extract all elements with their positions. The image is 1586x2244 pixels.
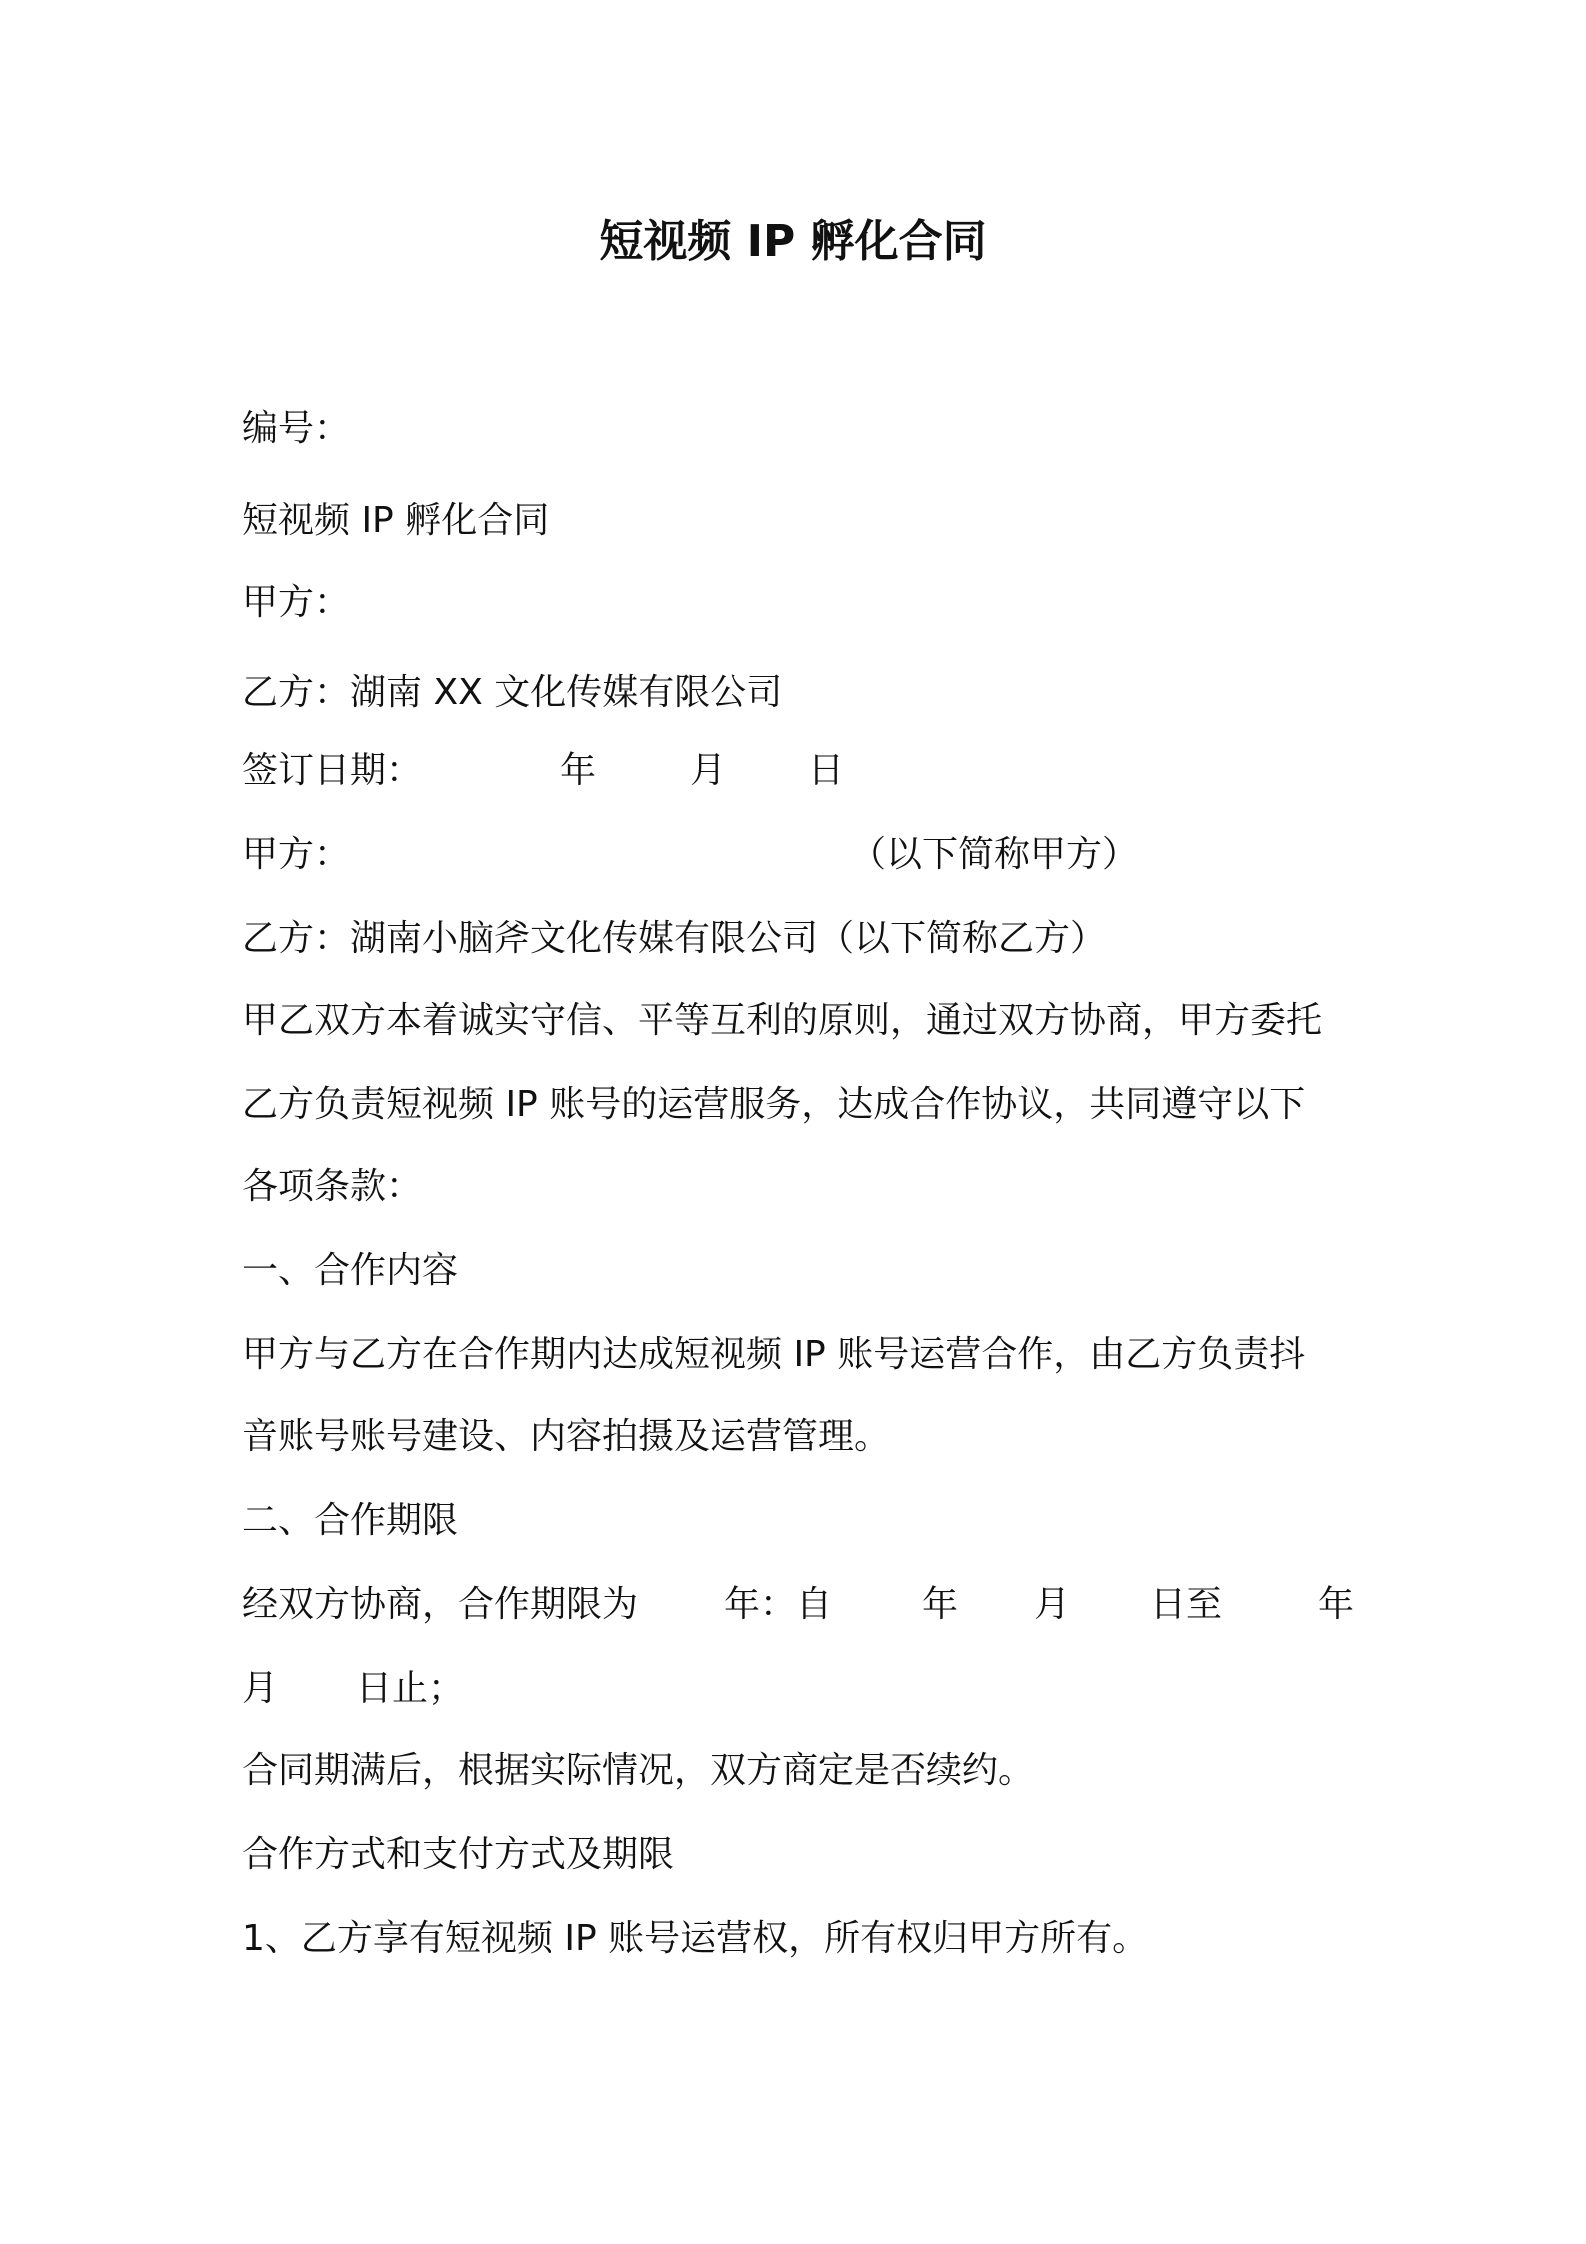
sign-date-month: 月 — [690, 750, 727, 791]
document-title: 短视频 IP 孵化合同 — [599, 216, 987, 267]
sign-date-day: 日 — [808, 750, 845, 791]
party-a-abbr-suffix: （以下简称甲方） — [850, 834, 1139, 875]
term-end-day: 日止； — [356, 1668, 465, 1709]
contract-number-label: 编号： — [242, 408, 351, 449]
term-years-from: 年：自 — [724, 1584, 833, 1625]
party-a-label: 甲方： — [242, 582, 351, 623]
preamble-line: 甲乙双方本着诚实守信、平等互利的原则，通过双方协商，甲方委托 — [242, 1000, 1323, 1041]
section-3-item-1: 1、乙方享有短视频 IP 账号运营权，所有权归甲方所有。 — [242, 1918, 1149, 1959]
term-prefix: 经双方协商，合作期限为 — [242, 1584, 639, 1625]
preamble-line: 乙方负责短视频 IP 账号的运营服务，达成合作协议，共同遵守以下 — [242, 1084, 1306, 1125]
renewal-line: 合同期满后，根据实际情况，双方商定是否续约。 — [242, 1750, 1035, 1791]
term-end-year: 年 — [1318, 1584, 1355, 1625]
section-3-heading: 合作方式和支付方式及期限 — [242, 1834, 675, 1875]
term-start-month: 月 — [1034, 1584, 1071, 1625]
term-start-year: 年 — [922, 1584, 959, 1625]
party-b-abbr-line: 乙方：湖南小脑斧文化传媒有限公司（以下简称乙方） — [242, 918, 1107, 959]
section-1-heading: 一、合作内容 — [242, 1250, 459, 1291]
section-1-line: 音账号账号建设、内容拍摄及运营管理。 — [242, 1416, 891, 1457]
party-a-abbr-label: 甲方： — [242, 834, 351, 875]
term-start-day-to: 日至 — [1150, 1584, 1223, 1625]
section-2-heading: 二、合作期限 — [242, 1500, 459, 1541]
contract-subtitle: 短视频 IP 孵化合同 — [242, 500, 550, 541]
sign-date-label: 签订日期： — [242, 750, 423, 791]
party-b-line: 乙方：湖南 XX 文化传媒有限公司 — [242, 672, 783, 713]
section-1-line: 甲方与乙方在合作期内达成短视频 IP 账号运营合作，由乙方负责抖 — [242, 1334, 1306, 1375]
sign-date-year: 年 — [560, 750, 597, 791]
preamble-line: 各项条款： — [242, 1166, 423, 1207]
term-end-month: 月 — [242, 1668, 279, 1709]
